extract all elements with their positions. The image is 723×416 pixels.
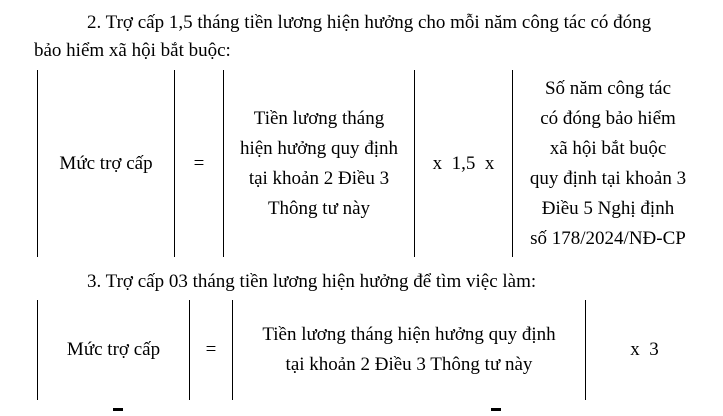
multiplier: x 1,5 x [432, 152, 495, 174]
benefit-label: Mức trợ cấp [66, 339, 161, 360]
monthly-salary-definition: Tiền lương tháng hiện hưởng quy định tại khoản 2 Điều 3 Thông tư này [262, 324, 556, 375]
cropped-glyph [113, 408, 123, 411]
equals-sign: = [205, 339, 217, 360]
section-2-heading-line-1: 2. Trợ cấp 1,5 tháng tiền lương hiện hưởng cho mỗi năm công tác có đóng [87, 12, 652, 33]
section-2-heading-line-2: bảo hiểm xã hội bắt buộc: [34, 40, 231, 61]
years-of-contribution-definition: Số năm công tác có đóng bảo hiểm xã hội bắt buộc quy định tại khoản 3 Điều 5 Nghị định số 178/2024/NĐ-CP [529, 77, 687, 249]
equals-sign: = [193, 152, 205, 174]
cropped-glyph [491, 408, 501, 411]
multiplier: x 3 [630, 339, 659, 360]
cropped-next-line [0, 408, 723, 416]
benefit-label: Mức trợ cấp [59, 152, 153, 174]
section-3-heading: 3. Trợ cấp 03 tháng tiền lương hiện hưởng để tìm việc làm: [87, 271, 537, 292]
monthly-salary-definition: Tiền lương tháng hiện hưởng quy định tại khoản 2 Điều 3 Thông tư này [239, 107, 399, 219]
